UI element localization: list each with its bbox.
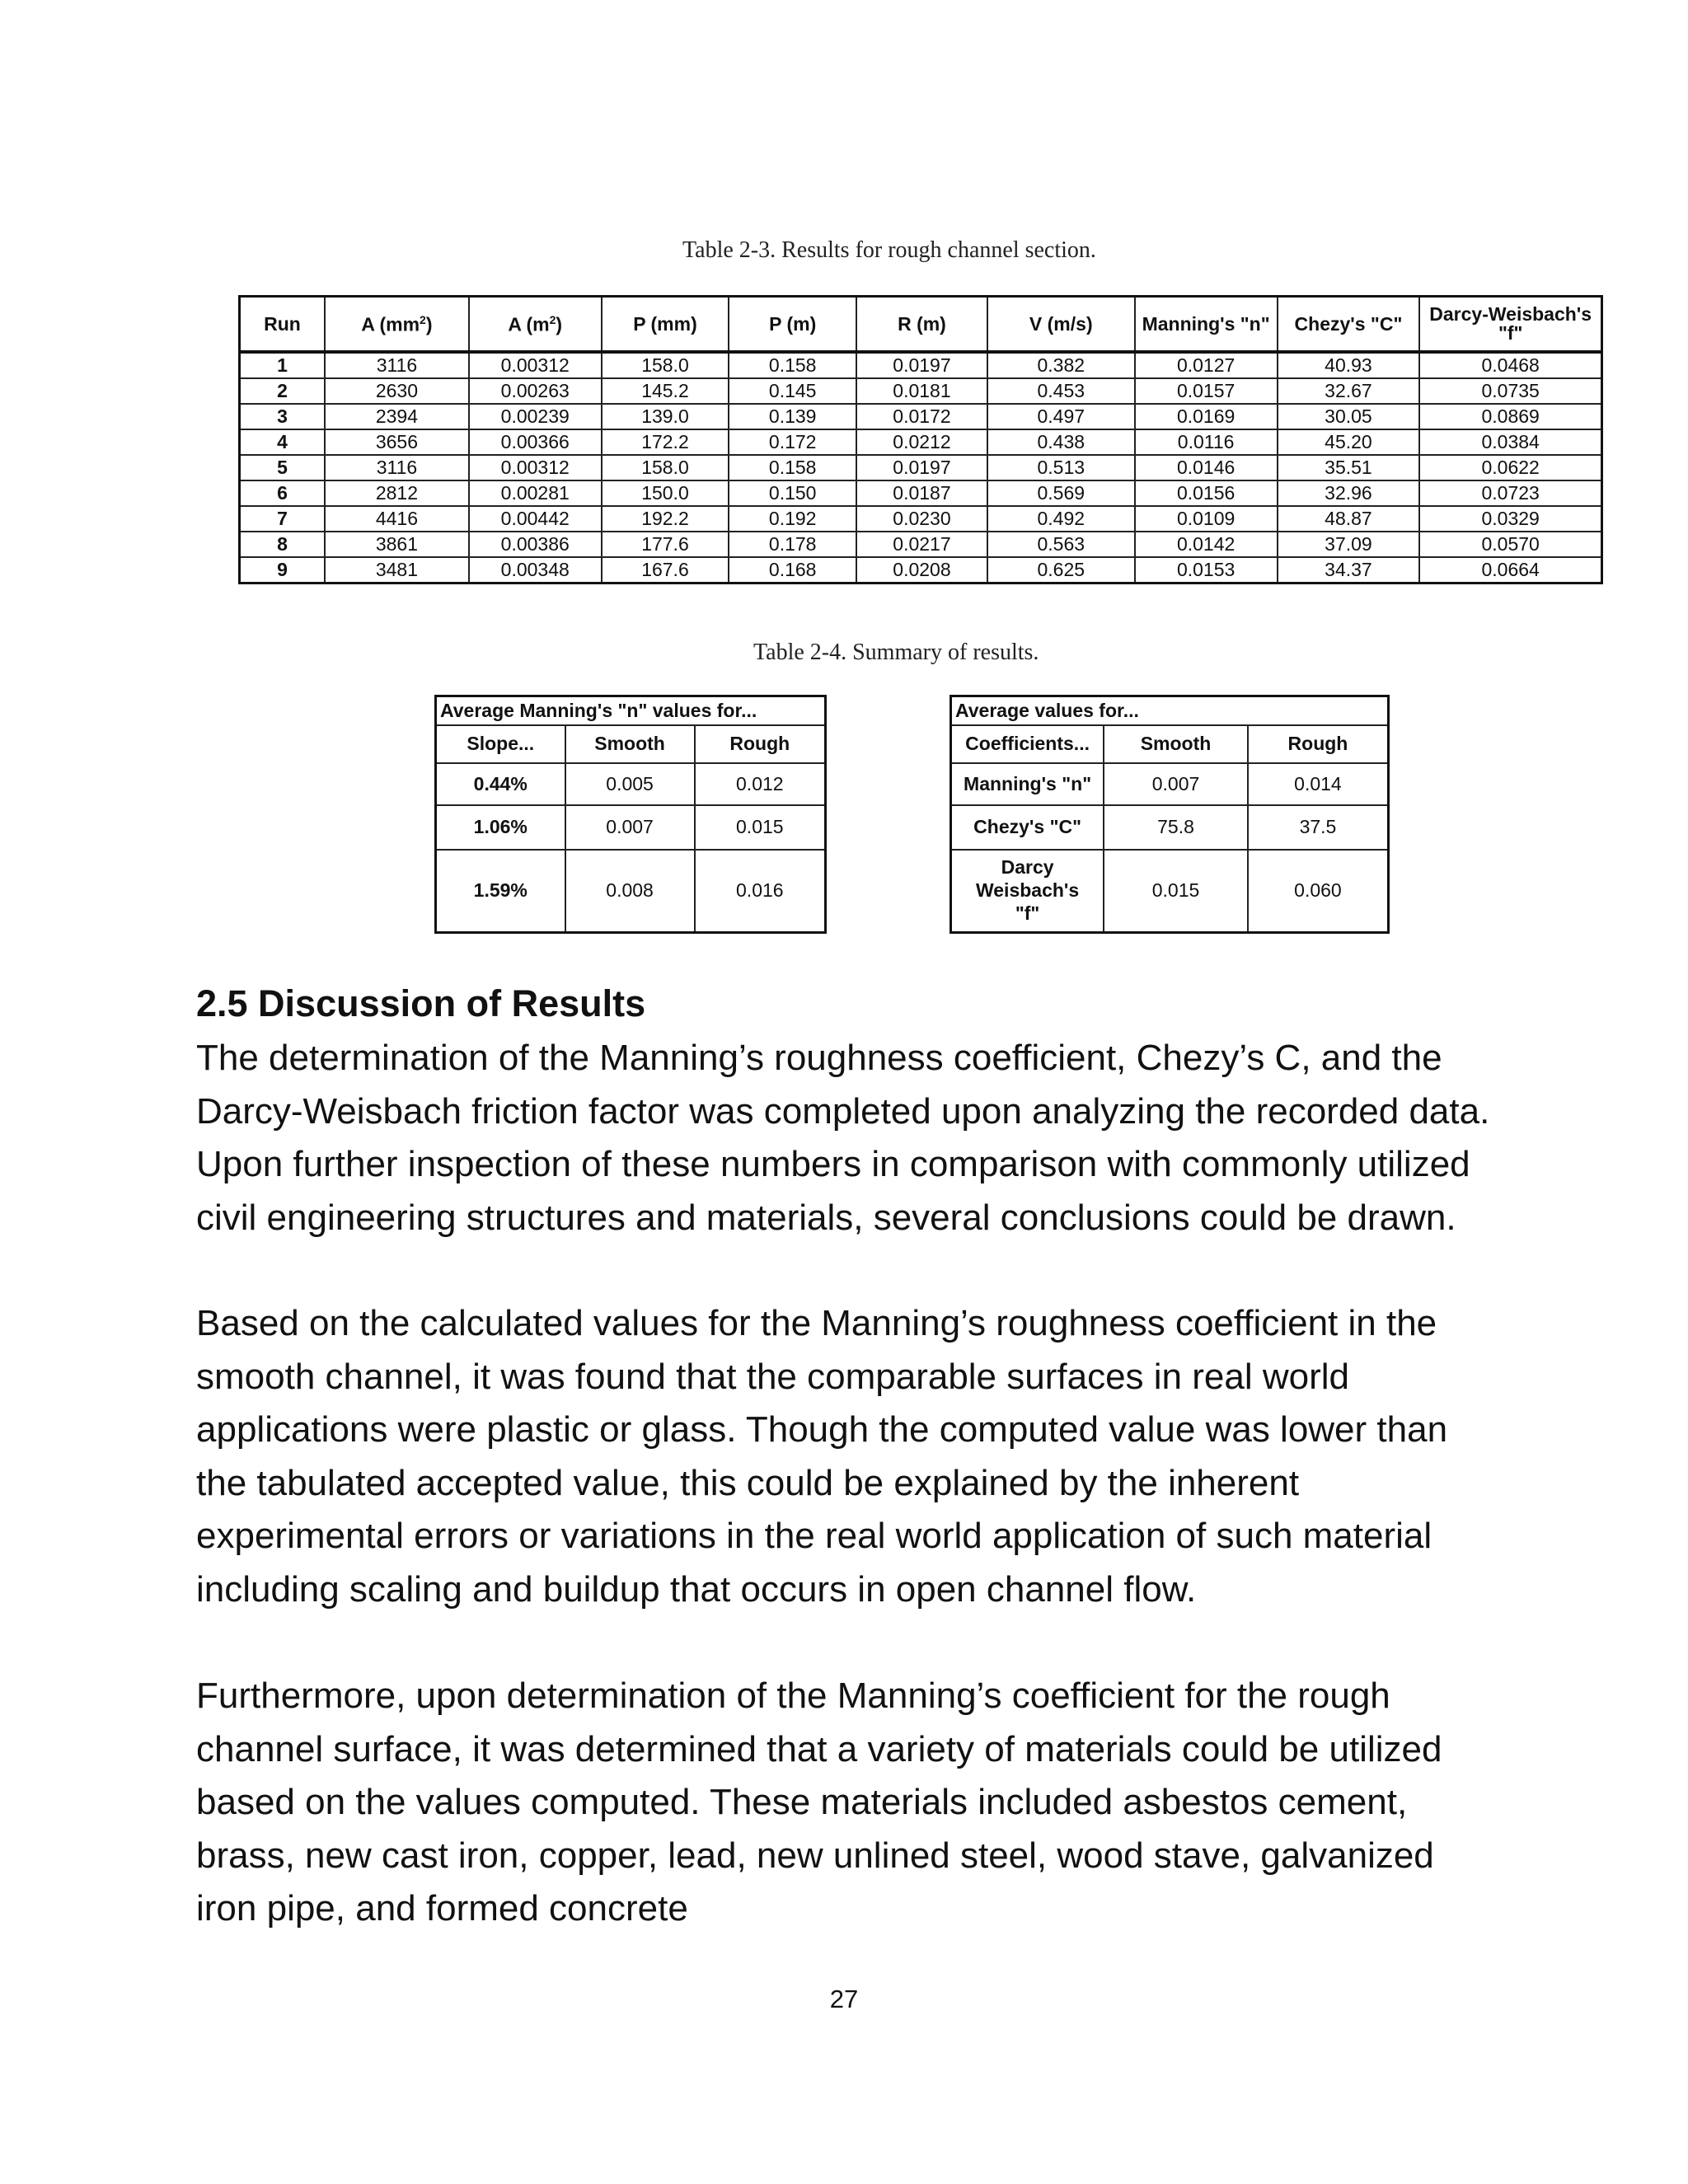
summary-left-smooth: 0.007 [565, 805, 695, 850]
cell-perimeter-mm: 139.0 [602, 404, 729, 429]
table-2-4-caption: Table 2-4. Summary of results. [753, 640, 1039, 665]
cell-run: 1 [240, 352, 326, 378]
cell-run: 6 [240, 480, 326, 506]
cell-perimeter-mm: 145.2 [602, 378, 729, 404]
summary-right-coefficient: Chezy's "C" [951, 805, 1104, 850]
summary-right-smooth: 0.007 [1104, 763, 1248, 805]
cell-area-mm2: 2394 [325, 404, 469, 429]
summary-left-col-smooth: Smooth [565, 725, 695, 763]
cell-velocity: 0.382 [987, 352, 1135, 378]
summary-right-smooth: 0.015 [1104, 850, 1248, 932]
col-header-hydraulic-radius: R (m) [856, 297, 987, 353]
col-header-darcy-f: Darcy-Weisbach's "f" [1419, 297, 1601, 353]
paragraph: Based on the calculated values for the Manning’s roughness coefficient in the smooth channel, it was found that the comparable surfaces in real world applications were plastic or glass. Though the computed value was lower than the tabulated accepted value, this could be explained by the inherent experimental errors or variations in the real world application of such material including scaling and buildup that occurs in open channel flow. [196, 1303, 1448, 1610]
table-row [240, 480, 1602, 506]
cell-darcy-f: 0.0622 [1419, 455, 1601, 480]
cell-hydraulic-radius: 0.0187 [856, 480, 987, 506]
cell-chezy-c: 48.87 [1278, 506, 1420, 532]
cell-perimeter-mm: 192.2 [602, 506, 729, 532]
cell-hydraulic-radius: 0.0212 [856, 429, 987, 455]
cell-manning-n: 0.0153 [1135, 557, 1278, 583]
table-row [240, 429, 1602, 455]
cell-perimeter-mm: 167.6 [602, 557, 729, 583]
cell-velocity: 0.513 [987, 455, 1135, 480]
cell-run: 5 [240, 455, 326, 480]
summary-left-smooth: 0.005 [565, 763, 695, 805]
cell-hydraulic-radius: 0.0217 [856, 532, 987, 557]
table-row [240, 378, 1602, 404]
cell-area-m2: 0.00386 [469, 532, 602, 557]
cell-darcy-f: 0.0329 [1419, 506, 1601, 532]
cell-velocity: 0.438 [987, 429, 1135, 455]
cell-hydraulic-radius: 0.0230 [856, 506, 987, 532]
section-heading: 2.5 Discussion of Results [196, 982, 646, 1024]
cell-velocity: 0.497 [987, 404, 1135, 429]
col-header-area-mm2: A $(mm^2)$ [325, 297, 469, 353]
cell-hydraulic-radius: 0.0172 [856, 404, 987, 429]
cell-darcy-f: 0.0384 [1419, 429, 1601, 455]
paragraph: Furthermore, upon determination of the Manning’s coefficient for the rough channel surface, it was determined that a variety of materials could be utilized based on the values computed. These materials included asbestos cement, brass, new cast iron, copper, lead, new unlined steel, wood stave, galvanized iron pipe, and formed concrete [196, 1675, 1442, 1929]
table-header-row [240, 297, 1602, 353]
cell-run: 4 [240, 429, 326, 455]
summary-right-col-smooth: Smooth [1104, 725, 1248, 763]
cell-perimeter-mm: 158.0 [602, 352, 729, 378]
cell-chezy-c: 37.09 [1278, 532, 1420, 557]
cell-chezy-c: 45.20 [1278, 429, 1420, 455]
summary-right-rough: 37.5 [1248, 805, 1389, 850]
cell-area-mm2: 2630 [325, 378, 469, 404]
cell-area-m2: 0.00442 [469, 506, 602, 532]
cell-perimeter-mm: 158.0 [602, 455, 729, 480]
cell-darcy-f: 0.0723 [1419, 480, 1601, 506]
cell-darcy-f: 0.0468 [1419, 352, 1601, 378]
cell-manning-n: 0.0127 [1135, 352, 1278, 378]
summary-right-title: Average values for... [951, 696, 1389, 726]
summary-right-coefficient: Manning's "n" [951, 763, 1104, 805]
cell-chezy-c: 32.67 [1278, 378, 1420, 404]
summary-table-manning-by-slope [434, 695, 827, 934]
cell-area-mm2: 3116 [325, 352, 469, 378]
summary-table-average-coefficients [950, 695, 1390, 934]
page-number: 27 [829, 1985, 859, 2013]
col-header-area-m2: A $(m^2)$ [469, 297, 602, 353]
cell-area-m2: 0.00366 [469, 429, 602, 455]
col-header-run: Run [240, 297, 326, 353]
summary-right-rough: 0.060 [1248, 850, 1389, 932]
cell-chezy-c: 30.05 [1278, 404, 1420, 429]
cell-area-m2: 0.00312 [469, 352, 602, 378]
summary-right-col-coefficients: Coefficients... [951, 725, 1104, 763]
table-row [240, 557, 1602, 583]
cell-run: 9 [240, 557, 326, 583]
cell-perimeter-m: 0.150 [729, 480, 856, 506]
cell-area-m2: 0.00239 [469, 404, 602, 429]
cell-chezy-c: 34.37 [1278, 557, 1420, 583]
summary-left-title: Average Manning's "n" values for... [436, 696, 826, 726]
cell-manning-n: 0.0109 [1135, 506, 1278, 532]
cell-run: 2 [240, 378, 326, 404]
cell-chezy-c: 40.93 [1278, 352, 1420, 378]
cell-run: 7 [240, 506, 326, 532]
cell-velocity: 0.569 [987, 480, 1135, 506]
cell-hydraulic-radius: 0.0208 [856, 557, 987, 583]
cell-velocity: 0.625 [987, 557, 1135, 583]
cell-perimeter-m: 0.139 [729, 404, 856, 429]
cell-darcy-f: 0.0664 [1419, 557, 1601, 583]
cell-darcy-f: 0.0570 [1419, 532, 1601, 557]
cell-hydraulic-radius: 0.0197 [856, 352, 987, 378]
cell-chezy-c: 35.51 [1278, 455, 1420, 480]
cell-perimeter-mm: 177.6 [602, 532, 729, 557]
cell-perimeter-m: 0.158 [729, 352, 856, 378]
cell-perimeter-m: 0.168 [729, 557, 856, 583]
summary-right-rough: 0.014 [1248, 763, 1389, 805]
cell-area-mm2: 3656 [325, 429, 469, 455]
cell-darcy-f: 0.0869 [1419, 404, 1601, 429]
table-row [240, 506, 1602, 532]
cell-perimeter-m: 0.192 [729, 506, 856, 532]
cell-hydraulic-radius: 0.0181 [856, 378, 987, 404]
table-row [240, 404, 1602, 429]
cell-area-mm2: 3116 [325, 455, 469, 480]
cell-area-mm2: 2812 [325, 480, 469, 506]
cell-chezy-c: 32.96 [1278, 480, 1420, 506]
cell-manning-n: 0.0156 [1135, 480, 1278, 506]
table-row [240, 455, 1602, 480]
summary-left-slope: 1.06% [436, 805, 565, 850]
cell-manning-n: 0.0142 [1135, 532, 1278, 557]
col-header-velocity: V (m/s) [987, 297, 1135, 353]
cell-perimeter-mm: 172.2 [602, 429, 729, 455]
cell-area-m2: 0.00348 [469, 557, 602, 583]
cell-run: 8 [240, 532, 326, 557]
cell-area-m2: 0.00281 [469, 480, 602, 506]
summary-left-slope: 1.59% [436, 850, 565, 932]
summary-right-coefficient: Darcy Weisbach's "f" [951, 850, 1104, 932]
cell-velocity: 0.492 [987, 506, 1135, 532]
cell-perimeter-mm: 150.0 [602, 480, 729, 506]
cell-perimeter-m: 0.172 [729, 429, 856, 455]
summary-right-smooth: 75.8 [1104, 805, 1248, 850]
table-row [240, 352, 1602, 378]
cell-hydraulic-radius: 0.0197 [856, 455, 987, 480]
paragraph: The determination of the Manning’s roughness coefficient, Chezy’s C, and the Darcy-Weisbach friction factor was completed upon analyzing the recorded data. Upon further inspection of these numbers in comparison with commonly utilized civil engineering structures and materials, several conclusions could be drawn. [196, 1038, 1490, 1238]
cell-area-mm2: 4416 [325, 506, 469, 532]
table-2-3-caption: Table 2-3. Results for rough channel section. [682, 237, 1096, 263]
cell-area-m2: 0.00263 [469, 378, 602, 404]
cell-perimeter-m: 0.145 [729, 378, 856, 404]
cell-area-mm2: 3861 [325, 532, 469, 557]
cell-run: 3 [240, 404, 326, 429]
summary-left-rough: 0.015 [695, 805, 826, 850]
cell-velocity: 0.453 [987, 378, 1135, 404]
col-header-perimeter-m: P (m) [729, 297, 856, 353]
summary-right-col-rough: Rough [1248, 725, 1389, 763]
cell-area-mm2: 3481 [325, 557, 469, 583]
cell-manning-n: 0.0116 [1135, 429, 1278, 455]
col-header-chezy-c: Chezy's "C" [1278, 297, 1420, 353]
cell-manning-n: 0.0146 [1135, 455, 1278, 480]
summary-left-rough: 0.012 [695, 763, 826, 805]
col-header-manning-n: Manning's "n" [1135, 297, 1278, 353]
col-header-perimeter-mm: P (mm) [602, 297, 729, 353]
table-2-3 [238, 295, 1603, 584]
summary-left-rough: 0.016 [695, 850, 826, 932]
cell-perimeter-m: 0.158 [729, 455, 856, 480]
summary-left-slope: 0.44% [436, 763, 565, 805]
summary-left-col-slope: Slope... [436, 725, 565, 763]
cell-manning-n: 0.0157 [1135, 378, 1278, 404]
cell-velocity: 0.563 [987, 532, 1135, 557]
cell-darcy-f: 0.0735 [1419, 378, 1601, 404]
summary-left-smooth: 0.008 [565, 850, 695, 932]
cell-manning-n: 0.0169 [1135, 404, 1278, 429]
cell-area-m2: 0.00312 [469, 455, 602, 480]
table-row [240, 532, 1602, 557]
summary-left-col-rough: Rough [695, 725, 826, 763]
cell-perimeter-m: 0.178 [729, 532, 856, 557]
